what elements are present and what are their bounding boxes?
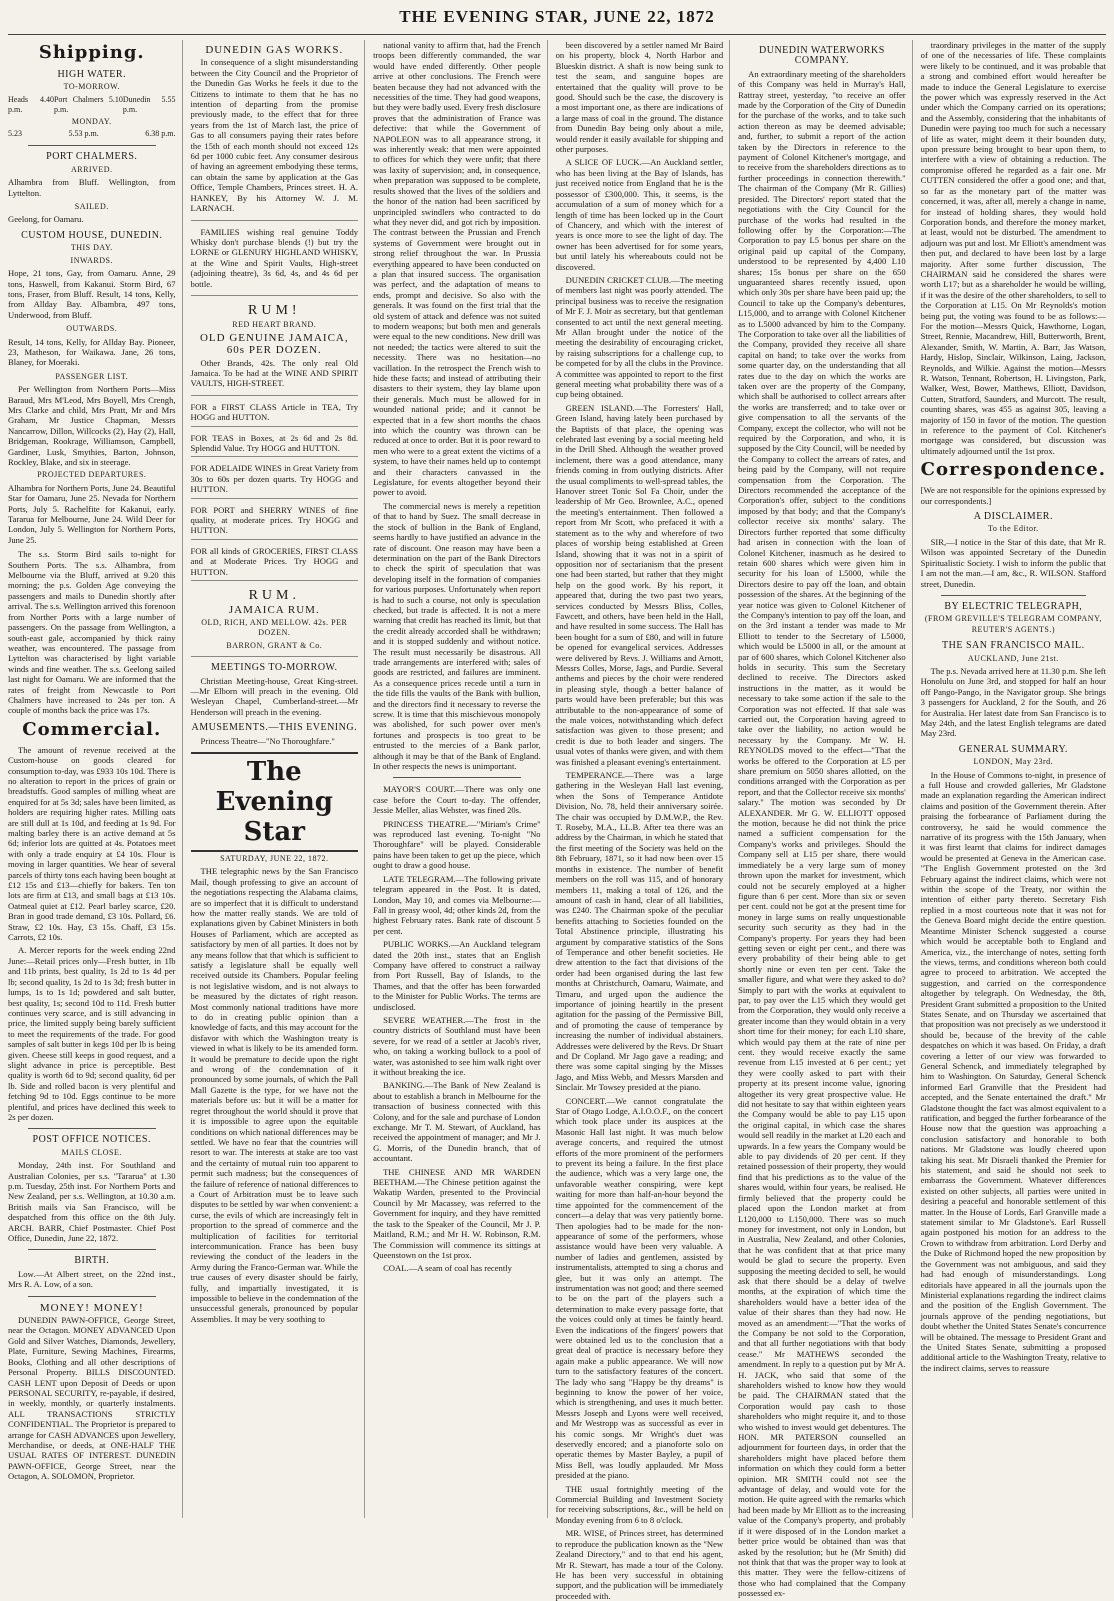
sailings-text: Geelong, for Oamaru. (8, 214, 84, 225)
disclaimer-note: [We are not responsible for the opinions expressed by our correspondents.] (920, 485, 1107, 506)
inwards-text: Hope, 21 tons, Gay, from Oamaru. Anne, 29 tons, Haswell, from Kakanui. Storm Bird, 67 tons, Fraser, from Bluff. Result, 14 tons, Kelly, from Allday Bay. Albambra, 497 tons, Underwood, from Bluff. (8, 268, 176, 320)
news-item: TEMPERANCE.—There was a large gathering in the Wesleyan Hall last evening, when the Sons of Temperance Antidote Division, No. 78, held their anniversary soirée. The chair was occupied by D.M.W.P., the Rev. T. Roseby, M.A., LL.B. After tea there was an address by the Chairman, in which he stated that the first meeting of the Society was held on the 8th February, 1871, so it had now been over 15 months in existence. The number of benefit members on the roll was 115, and of honorary members 11, making a total of 126, and the amount of cash in hand, clear of all liabilities, was £240. The Chairman spoke of the peculiar benefits attaching to Societies founded on the Total Abstinence principle, illustrating his argument by comparative statistics of the Sons of Temperance and other benefit societies. He drew attention to the fact that divisions of the order had been organised during the last few months at Christchurch, Oamaru, Waimate, and Timaru, and urged upon the audience the importance of joining heartily in the present agitation for the passing of the Permissive Bill, and of promoting the cause of temperance by increasing the number of individual abstainers. Addresses were delivered by the Revs. Dr Stuart and Dr Copland. Mr Jago gave a reading; and there was some capital singing by the Misses Jago, and Miss Webb, and Messrs Marsden and Sinclair. Mr Towsey presided at the piano. (555, 770, 724, 1093)
sailed-label: SAILED. (74, 202, 109, 212)
auckland-dateline: AUCKLAND, June 21st. (967, 653, 1059, 663)
waterworks-text: An extraordinary meeting of the shareholders of this Company was held in Murray's Hall, Rattray street, yesterday, "to receive an offer made by the Corporation of the City of Dunedin for the purchase of the works, and to take such action thereon as may be deemed advisable; and, further, to submit a report of the action taken by the Directors in reference to the payment of Colonel Kitchener's mortgage, and to receive from the shareholders directions as to further proceedings in connection therewith." The chairman of the Company (Mr R. Gillies) presided. The Directors' report stated that the negotiations with the City Council for the purchase of the works had resulted in the following offer by the Corporation:—The Corporation to pay L5 bonus per share on the original paid up capital of the Company, understood to be represented by 4,400 L10 shares; 15s bonus per share on the 650 unguaranteed shares recently issued, upon which only 30s per share have been paid up; the Council to take up the Company's debentures, L15,000, and to arrange with Colonel Kitchener as to L5000 advanced by him to the Company. The Corporation to take over all the liabilities of the Company, provided they receive all share capital on hand; to take over the works from some quarter day, on the understanding that all rates due to the day on which the works are taken over are the property of the Company, which shall be authorised to collect arrears after the works are transferred; and to take over or give compensation to all the servants of the Company, except the collector, who will not be required by the Corporation, and who, it is supposed by the City Council, will be needed by the Company to collect the arrears of rates, and being paid by the Company, will not require compensation from the Corporation. The Directors recommended the acceptance of the Corporation's offer, subject to the conditions imposed by that body; and that the Company's collector receive six months' salary. The Directors further reported that some difficulty had arisen in connection with the loan of Colonel Kitchener, inasmuch as he desired to retain 600 shares which were given him in security for his loan of L5000, while the Directors desire to pay off the loan, and obtain possession of the shares. At the beginning of the year notice was given to Colonel Kitchener of the Company's intention to pay off the loan, and on the 3rd instant a tender was made to Mr Elliott to tender to the Secretary of L5000, which would be L5000 in all, or the amount at par of 600 shares, which Colonel Kitchener also holds in security. This sum the Secretary declined to receive. The Directors asked instructions in the matter, as it would be necessary to take some action if the sale to the Corporation was not effected. If that sale was carried out, the Corporation having agreed to take over the liability, no action would be necessary by the Company. Mr W. H. REYNOLDS moved to the effect—"That the works be offered to the Corporation at L5 per share premium on 5050 shares allotted, on the conditions arranged with the Corporation as per report, and that the Collector receive six months' salary." The motion was seconded by Dr ALEXANDER. Mr G. W. ELLIOTT opposed the motion, because he did not think the price named a sufficient compensation for the Company's works and privileges. Should the Company sell at L15 per share, there would immediately be a very large sum of money thrown upon the market for investment, which could not be securely employed at a higher figure than 6 per cent. More than six or seven per cent. could not be got at the present time for money in large sums on really unquestionable security such security as they had in the Company's property. For years they had been getting seven or eight per cent., and there was every probability of their being able to get shortly nine or even ten per cent. Take the smaller figure, and what were they asked to do? Simply to part with the works at equivalent to par, to pay over the L15 which they would get from the Corporation, they would only receive a greater income than they would obtain in a very short time for their money; for each L10 share, which would pay them at the rate of nine per cent. they would receive exactly the same revenue from L15 invested at 6 per cent.; yet they were coolly asked to part with their property at its present income value, ignoring altogether its very great prospective value. He did not hesitate to say that within eighteen years the Company would be able to pay L15 upon the original capital, in which case the shares would sell readily in the market at L20 each and upwards. In a few years the Company would be able to pay dividends of 20 per cent. If they retained possession of their property, they would find that his predictions as to the value of the shares would, within four years, be realised. He firmly believed that the property could be placed upon the London market at from L120,000 to L150,000. There was so much money for investment, not only in London, but in Australia, New Zealand, and other Colonies, that he was confident that at that price many would be glad to secure the property. Even supposing the meeting decided to sell, he would ask that there should be a delay of twelve months, at the expiration of which time the shareholders would have a better idea of the value of their shares than they had now. He moved as an amendment:—"That the works of the Company be not sold to the Corporation, and that all further negotiations with that body cease." Mr MATHEWS seconded the amendment. In reply to a question put by Mr A. H. JACK, who said that some of the shareholders wished to know how they would be paid. The CHAIRMAN stated that the Corporation would pay cash to those shareholders who might require it, and to those who wished to invest would get debentures. The HON. MR PATERSON counselled an adjournment for fourteen days, in order that the shareholders might have placed before them information on which they could form a better opinion. MR SMITH could not see the advantage of delay, and would vote for the motion. He quite agreed with the remarks which had been made by Mr Elliott as to the increasing value of the Company's property, and probably if it were disposed of in the London market a better price would be obtained than was that asked by the resolution; but he (Mr Smith) did not think that that was the proper way to look at this matter. They were the fellow-citizens of those who had complained that the Company possessed ex- (738, 68, 906, 1599)
per-dozen-label: 60s PER DOZEN. (226, 344, 322, 357)
tide-row (8, 129, 176, 139)
section-heading-correspondence: Correspondence. (920, 459, 1107, 481)
outwards-label: OUTWARDS. (66, 324, 118, 334)
to-editor-label: To the Editor. (988, 524, 1039, 534)
divider (941, 595, 1086, 596)
commercial-text: The amount of revenue received at the Custom-house on goods cleared for consumption to-day, was £933 10s 10d. There is no alteration to report in the prices of grain or breadstuffs. Good samples of milling wheat are enquired for at 5s 3d; sales have been limited, as holders are requiring higher rates. Milling oats are still dull at 1s 10d, and feeding at 1s 9d. For malting barley there is an active demand at 5s 6d; inferior lots are quitted at 4s. Potatoes meet with only a trade enquiry at £4 10s. Flour is moving in larger quantities. We hear of several parcels of thirty tons each having been bought at £12 15s and £13—chiefly for bakers. Ten ton lots are firm at £13, and small bags at £13 10s. Oatmeal quiet at £12. Pearl barley scarce, £20. Bran in good trade demand, £3 10s. Pollard, £6. Straw, £2 10s. Hay, £3 15s. Chaff, £3 15s. Carrots, £2 10s. (8, 744, 176, 943)
gas-works-title: DUNEDIN GAS WORKS. (205, 44, 344, 56)
column-editorial (373, 40, 548, 1518)
projected-label: PROJECTED DEPARTURES. (37, 470, 147, 480)
letter-text: SIR,—I notice in the Star of this date, that Mr R. Wilson was appointed Secretary of the Dunedin Spiritualistic Society. I wish to inform the public that I am not the man.—I am, &c., R. WILSON. Stafford street, Dunedin. (920, 536, 1107, 589)
news-item: CONCERT.—We cannot congratulate the Star of Otago Lodge, A.I.O.O.F., on the concert which took place under its auspices at the Masonic Hall last night. It was much below average concerts, and required the utmost efforts of the more prominent of the performers to prevent its being a failure. In the first place the audience, which was a very large one, the unfavorable weather conspiring, were kept waiting for more than half-an-hour beyond the time appointed for the commencement of the concert—a delay that was very patiently borne. Then apologies had to be made for the non-appearance of some of the performers, whose assistance would have been very valuable. A number of ladies and gentlemen, assisted by instrumentalists, attempted to sing a chorus and glee, but it was only an attempt. The instrumentation was not good; and there seemed to be on the part of the players such a determination to make every passage forte, that the voices could only at times be faintly heard. Even the indications of the fingers' powers that were obtained led us to the conclusion that a great deal of practice is necessary before they again make a public appearance. We will now turn to the satisfactory features of the concert. The lady who sang "Happy be thy dreams" is beginning to know the power of her voice, which is strengthening, and uses it much better. Messrs Joseph and Lyons were well received, and Mr Westropp was as successful as ever in his comic songs. Mr Wright's duet was deservedly encored; and a pianoforte solo on operatic themes by Master Bayley, a pupil of Miss Bell, was loudly applauded. Mr Moss presided at the piano. (555, 1095, 724, 1481)
divider (393, 777, 521, 778)
news-item: A SLICE OF LUCK.—An Auckland settler, who has been living at the Bay of Islands, has just received notice from England that he is the possessor of £300,000. This, it seems, is the accumulation of a sum of money which for a length of time has been locked up in the Court of Chancery, and which with the interest of years is once more to see the light of day. The owner has been advertised for for some years, but until lately his whereabouts could not be discovered. (555, 157, 724, 272)
columns (8, 40, 1107, 1601)
hogg-ad (191, 543, 359, 581)
hogg-ad-text: FOR a FIRST CLASS Article in TEA, Try HOGG and HUTTON. (190, 401, 359, 423)
rum-heading: RUM! (248, 302, 301, 318)
tide-cell: Dunedin 5.55 p.m. (122, 94, 176, 115)
evening-star-title: The Evening Star (191, 752, 359, 852)
news-item: GREEN ISLAND.—The Forresters' Hall, Green Island, having lately been purchased by the Baptists of that place, the opening was celebrated last evening by a social meeting held in the Drill Shed. Although the weather proved inclement, there was a good attendance, many friends coming in from outlying districts. After the usual compliments to well-spread tables, the Hanover street Tonic Sol Fa Choir, under the leadership of Mr Geo. Brownlee, A.C., opened the meeting's entertainment. Then followed a report from Mr Scott, who prefaced it with a statement as to the why and wherefore of two places of worship being established at Green Island, showing that it was not in a spirit of opposition nor of sectarianism that the present one had been started, but rather that they might help on the good work. By his report, it appeared that, during the two past two years, services conducted by Messrs Bliss, Colles, Fawcett, and others, have been held in the Hall, and have resulted in some success. The Hall has been bought for a sum of £80, and will in future be opened for evangelical services. Addresses were delivered by Revs. J. Williams and Arnott, Messrs Colles, Morse, Jags, and Purdie. Several anthems and pieces by the choir were rendered in pleasing style, though a better balance of parts would have been preferable; but this was attributable to the non-appearance of some of the male voices, notwithstanding which defect satisfaction was given to those present; and credit is due to both leader and singers. The usual votes of thanks were given, and with them was finished a pleasant evening's entertainment. (555, 402, 724, 767)
red-heart-label: RED HEART BRAND. (232, 320, 317, 330)
monday-label: MONDAY. (71, 116, 112, 126)
editorial-text: THE telegraphic news by the San Francisco Mail, though professing to give an account of the negotiations respecting the Alabama claims, are so imperfect that it is difficult to understand how the matter really stands. We are told of explanations given by Cabinet Ministers in both Houses of Parliament, which are accepted as satisfactory by men of all parties. It does not by any means follow that that which is sufficient to satisfy a legislature shall be equally well received outside its Chambers. Popular feeling is not legislative wisdom, and is not always to be measured by the dictates of right reason. Most commonly national traditions have more to do in creating public opinion than a knowledge of facts, and this may account for the disfavor with which the Washington treaty is viewed in what is likely to be its amended form. It would be premature to decide upon the right and wrong of the condemnation of it pronounced by some journals, of which the Pall Mall Gazette is the type, for we have not the materials before us: but it will be a matter for regret throughout the world should it prove that it is impossible to agree upon the equitable conditions on which national differences may be settled. We have no fear that the countries will resort to war. The interests at stake are too vast and the certainty of mutual ruin too apparent to permit such madness; but the consequences of the failure of reference of national differences to a Court of Arbitration must be to leave such disputes to be settled by war when convenient: a curse, the evils of which are increasingly felt in proportion to the spread of commerce and the multiplication of facilities for territorial intercommunication. France has been busy reviewing the conduct of the leaders in the Army during the Franco-German war. While the true causes of every disaster should be fairly, fully, and impartially investigated, it is impossible to believe in the condemnation of the unsuccessful generals, pronounced by popular Assemblies. It may be very soothing to (190, 866, 359, 1324)
news-item: THE CHINESE AND MR WARDEN BEETHAM.—The Chinese petition against the Wakatip Warden, presented to the Provincial Council by Mr Macassey, was referred to the Government for inquiry, and they have remitted the task to the Speaker of the Council, Mr J. P. Maitland, R.M.; and Mr H. W. Robinson, R.M. The Commission will commence its sittings at Queenstown on the 1st prox. (373, 1166, 541, 1260)
news-item: COAL.—A seam of coal has recently (383, 1263, 512, 1274)
whisky-text: FAMILIES wishing real genuine Toddy Whisky don't purchase blends (!) but try the LORNE or GLENURY HIGHLAND WHISKY, at the Wine and Spirit Vaults, High-street (adjoining theatre), 3s 6d, 4s, and 4s 6d per bottle. (190, 226, 359, 289)
divider (28, 145, 156, 146)
projected-text: Alhambra for Northern Ports, June 24. Beautiful Star for Oamaru, June 25. Nevada for Northern Ports, July 5. Rachelfite for Kakanui, early. Tararua for Melbourne, June 24. Wild Deer for London, July 5. Wellington for Northern Ports, June 25. (8, 482, 176, 545)
tide-cell: 5.53 p.m. (68, 129, 99, 139)
editorial-continued: national vanity to affirm that, had the French troops been differently commanded, the war would have ended differently. Other people arrive at other conclusions. The French were beaten because they had not advanced with the necessities of the time. They had good weapons, but they were badly used. Every fresh disclosure proves that the administration of France was defective: that while the Government of NAPOLEON was to all appearance strong, it was inherently weak: that men were appointed to offices for which they were unfit; that there was laxity of supervision; and, in consequence, when preparation was supposed to be complete, results showed that the lives of the soldiers and the honor of the nation had been sacrificed by unprincipled swindlers who contracted to do what they never did, and got rich by imposition. The contrast between the Prussian and French systems of Government were brought out in strong relief throughout the war. In Prussia everything appeared to have been conducted on a plan that insured success. The organisation was perfect, and the adaptation of means to ends, prompt and decisive. So also with the generals. It was found on the first trial that the old system of attack and defence was not suited to modern weapons; but both men and generals were equal to the new conditions. New drill was not needed; the tactics were altered to suit the necessity. There was no hesitation—no vacillation. In the retrospect the French wish to hide these facts; and instead of attributing their disasters to their system, they lay blame upon their generals. Much must be allowed for in wounded national pride; and it cannot be expected that in a few short months the chaos into which the country was thrown can be reduced at once to order. But it is poor reward to men who were to a great extent the victims of a system, to have their names held up to contempt and their characters canvassed in the Legislature, for events altogether beyond their power to avoid. (373, 40, 541, 498)
divider (28, 1296, 156, 1297)
arrivals-text: Alhambra from Bluff. Wellington, from Lyttelton. (8, 177, 176, 198)
meetings-text: Christian Meeting-house, Great King-street.—Mr Elborn will preach in the evening. Old Wesleyan Chapel, Cumberland-street.—Mr Henderson will preach in the evening. (190, 675, 359, 717)
news-item: THE usual fortnightly meeting of the Commercial Building and Investment Society for receiving subscriptions, &c., will be held on Monday evening from 6 to 8 o'clock. (555, 1483, 724, 1525)
high-water-heading: HIGH WATER. (57, 69, 127, 80)
tide-cell: 5.23 (8, 129, 22, 139)
passenger-text: Per Wellington from Northern Ports—Miss Baraud, Mrs M'Leod, Mrs Boyell, Mrs Crengh, Mrs Clarke and child, Mrs Pratt, Mr and Mrs Graham, Mr Justice Chapman, Messrs Nancarrow, Dillon, Willcocks (2), Hay (2), Hall, Bridgeman, Rookrage, Williamson, Campbell, Gardiner, Lusk, Smythies, Barton, Johnson, Rockley, Blake, and six in steerage. (8, 384, 176, 467)
hogg-ad-text: FOR all kinds of GROCERIES, FIRST CLASS and at Moderate Prices. Try HOGG and HUTTON. (190, 545, 359, 577)
post-office-text: Monday, 24th inst. For Southland and Australian Colonies, per s.s. "Tararua" at 1.30 p.m. Tuesday, 25th inst. For Northern Ports and New Zealand, per s.s. Wellington, at 10.30 a.m. British mails via San Francisco, will be despatched from this office on the 8th July. ARCH. BARR, Chief Postmaster. Chief Post Office, Dunedin, June 22, 1872. (8, 1160, 176, 1244)
tide-cell: 6.38 p.m. (145, 129, 176, 139)
news-item: been discovered by a settler named Mr Baird on his property, block 4, North Harbor and Blueskin district. A shaft is now being sunk to test the seam, and sanguine hopes are entertained that the quality will prove to be good. Should such be the case, the discovery is a most important one, as there are indications of a large mass of coal in the ground. The distance from Dunedin Bay being only about a mile, would render it easily available for shipping and other purposes. (555, 40, 724, 155)
jamaica-heading: OLD GENUINE JAMAICA, (199, 331, 349, 344)
mercer-report-text: A. Mercer reports for the week ending 22nd June:—Retail prices only—Fresh butter, in 1lb and 11b prints, best quality, 1s 2d to 1s 4d per lb; second quality, 1s 2d to 1s 3d; fresh butter in lumps, 1s to 1s 1d; powdered and salt butter, best quality, 1s; second 10d to 11d. Fresh butter continues very scarce, and is still advancing in price, the limited supply being barely sufficient to meet the requirements of the trade. For good samples of salt butter in kegs 10d per lb is being given. Cheese still keeps in good request, and a slight advance in price is perceptible. Best quality is worth 6d to 9d; second quality, 6d per lb. Side and rolled bacon is very plentiful and fetching 9d to 10d. Eggs continue to be more plentiful, and prices have declined this week to 2s per dozen. (8, 945, 176, 1122)
money-ad-text: DUNEDIN PAWN-OFFICE, George Street, near the Octagon. MONEY ADVANCED Upon Gold and Silver Watches, Diamonds, Jewellery, Plate, Furniture, Sewing Machines, Firearms, Books, Clothing and all other descriptions of Personal Property. BILLS DISCOUNTED. CASH LENT upon Deposit of Deeds or upon PERSONAL SECURITY, re-payable, if desired, in weekly, monthly, or quarterly instalments. ALL TRANSACTIONS STRICTLY CONFIDENTIAL. The Proprietor is prepared to arrange for CASH ADVANCES upon Jewellery, Merchandise, or deeds, at ONE-HALF THE USUAL RATES OF INTEREST. DUNEDIN PAWN-OFFICE, George Street, near the Octagon, A. SOLOMON, Proprietor. (8, 1315, 176, 1482)
tide-cell: Port Chalmers 5.10 p.m. (53, 94, 123, 115)
divider (28, 1249, 156, 1250)
mellow-label: OLD, RICH, AND MELLOW. 42s. PER DOZEN. (201, 617, 348, 638)
customs-heading: CUSTOM HOUSE, DUNEDIN. (21, 229, 163, 241)
jamaica-rum-heading: JAMAICA RUM. (228, 604, 320, 617)
news-item: MR. WISE, of Princes street, has determined to reproduce the publication known as the "New Zealand Directory," and to that end his agent, Mr R. Stewart, has made a tour of the Colony. He has been very successful in obtaining support, and the publication will be immediately proceeded with. (555, 1528, 724, 1601)
waterworks-heading: DUNEDIN WATERWORKS COMPANY. (759, 45, 885, 67)
section-heading-commercial: Commercial. (22, 718, 162, 740)
hogg-ad (191, 430, 359, 458)
tide-cell: Heads 4.40 p.m. (8, 94, 54, 115)
amusements-text: Princess Theatre—"No Thoroughfare." (200, 735, 335, 746)
edition-date: SATURDAY, JUNE 22, 1872. (220, 853, 329, 863)
section-heading-shipping: Shipping. (38, 42, 145, 63)
news-item: PUBLIC WORKS.—An Auckland telegram dated the 20th inst., states that an English Company have offered to construct a railway from Port Russell, Bay of Islands, to the Thames, and that the offer has been forwarded to the Minister for Public Works. The terms are undisclosed. (373, 939, 541, 1012)
this-day-label: THIS DAY. (70, 243, 113, 253)
summary-text: In the House of Commons to-night, in presence of a full House and crowded galleries, Mr Gladstone made an explanation regarding the American indirect claims and position of the Government therein. After praising the forbearance of Parliament during the controversy, he said he would commence the narrative of its progress with the 15th January, when it was first learnt that claims for indirect damages would be presented at Geneva in the American case. "The English Government protested on the 3rd February against the indirect claims, which were not within the scope of the Treaty, nor within the intention of either party thereto. Secretary Fish replied in a most courteous note that it was not for the Geneva Board might decide the entire question. Meantime Minister Schenck suggested a course which would be acceptable both to England and America, viz., the interchange of notes, setting forth the views, terms, and conditions whereon both could agree to proceed to arbitration. We accepted the suggestion, and carried on the correspondence altogether by telegraph. On Wednesday, the 8th, President Grant submitted a proposition to the United States Senate, and on Thursday we ascertained that that proposition was not precisely as we understood it should be, because of the brevity of the cable despatches on which it was based. On Friday, a draft covering a letter of our view was forwarded to General Schenck, and immediately telegraphed by him to Washington. On Saturday, General Schenck informed Earl Granville that the President had accepted, and the Senate entertained the draft." Mr Gladstone thought the fact was almost equivalent to a ratification, and begged the further forbearance of the House now that the question was approaching a conclusion satisfactory and honorable to both nations. Mr Gladstone was loudly cheered upon taking his seat. Mr Disraeli thanked the Premier for his statement, and said he should not seek to embarrass the Government. Whatever differences existed on other subjects, all parties were united in desiring a peaceful and honorable settlement of this matter. In the House of Lords, Earl Granville made a statement similar to Mr Gladstone's. Earl Russell again postponed his motion for an address to the Crown to withdraw from arbitration. Lord Derby and the Duke of Richmond hoped the new proposition by the Government was not ambiguous, and said they had had enough of misunderstandings. Long editorials have appeared in all the journals upon the Ministerial explanations regarding the indirect claims and the position of the English Government. The journals approve of the pending negotiations, but doubt whether the United States Senate's concurrence will be obtained. The message to President Grant and the United States Senate, submitting a proposed additional article to the Washington Treaty, relative to the indirect claims, serves to reassure (920, 769, 1107, 1373)
port-heading: PORT CHALMERS. (46, 151, 138, 163)
rum2-heading: RUM. (248, 588, 300, 604)
news-item: DUNEDIN CRICKET CLUB.—The meeting of members last night was poorly attended. The principal business was to receive the resignation of Mr F. J. Moir as secretary, but that gentleman consented to act until the next general meeting. Mr Allan brought under the notice of the meeting the desirability of encouraging cricket, by raising subscriptions for a challenge cup, to be competed for by all the clubs in the Province. A committee was appointed to report to the first general meeting what probability there was of a cup being obtained. (555, 274, 724, 400)
column-local-news (555, 40, 731, 1601)
news-item: MAYOR'S COURT.—There was only one case before the Court to-day. The offender, Jessie Meller, alias Webster, was fined 20s. (373, 784, 541, 816)
news-item: LATE TELEGRAM.—The following private telegram appeared in the Post. It is dated, London, May 10, and comes via Melbourne:—Fall in greasy wool, 4d; other kinds 2d, from the highest February rates. Bank rate of discount 5 per cent. (373, 873, 541, 936)
column-shipping (8, 40, 183, 1518)
meetings-heading: MEETINGS TO-MORROW. (211, 662, 338, 674)
telegraph-heading: BY ELECTRIC TELEGRAPH, (944, 600, 1083, 612)
mail-text: The p.s. Nevada arrived here at 11.30 p.m. She left Honolulu on June 3rd, and stopped for half an hour off Pango-Pango, in the Navigator group. She brings 3 passengers for Auckland, 2 for the South, and 26 for Australia. Her latest date from San Francisco is to May 24th, and the latest English telegrams are dated May 23rd. (920, 665, 1107, 739)
news-item: PRINCESS THEATRE.—"Miriam's Crime" was reproduced last evening. To-night "No Thoroughfare" will be played. Considerable pains have been taken to get up the piece, which ought to draw a good house. (373, 818, 541, 871)
tomorrow-label: TO-MORROW. (63, 82, 120, 92)
telegraph-source: (FROM GREVILLE'S TELEGRAM COMPANY, REUTER'S AGENTS.) (924, 614, 1102, 634)
hogg-ad-text: FOR TEAS in Boxes, at 2s 6d and 2s 8d. Splendid Value. Try HOGG and HUTTON. (190, 432, 359, 453)
column-waterworks (738, 40, 913, 1599)
whisky-ad (191, 224, 359, 296)
hogg-ad (191, 502, 359, 540)
hogg-ad (191, 460, 359, 498)
hogg-ad (191, 399, 359, 427)
tide-row (8, 95, 176, 116)
commercial-news: The commercial news is merely a repetition of that to hand by Suez. The small decrease in the stock of bullion in the Bank of England, seems hardly to have justified an advance in the rate of discount. One reason may have been a determination on the part of the Bank Directors to check the spirit of speculation that was developing itself in the formation of companies for various purposes. Unfortunately when report is had to such a course, not only is speculation checked, but trade is affected. It is not a mere warning that credit has reached its limit, but that the credit already accorded shall be withdrawn; and it is stopped suddenly and without notice. The result must necessarily be disastrous. All trade arrangements are interfered with; sales of goods are restricted, and failures are imminent. As a consequence prices recede until a turn in the tide fills the vaults of the Bank with bullion, and the directors find it necessary to reverse the screw. It is time that this mischievous monopoly was abolished, for such power over men's fortunes and prospects is too great to be entrusted to the mercies of a Bank parlor, although it may be that of the Bank of England. In other respects the news is unimportant. (373, 500, 541, 772)
post-office-heading: POST OFFICE NOTICES. (32, 1134, 151, 1146)
column-telegraph (921, 40, 1106, 1518)
rum-ad (191, 299, 359, 396)
general-summary-heading: GENERAL SUMMARY. (958, 743, 1068, 755)
news-item: BANKING.—The Bank of New Zealand is about to establish a branch in Melbourne for the transaction of business connected with this Colony, and for the sale and purchase of London exchange. Mr T. M. Stewart, of Auckland, has received the appointment of manager; and Mr J. G. Morris, of the Dunedin branch, that of accountant. (373, 1080, 541, 1164)
waterworks-continued: traordinary privileges in the matter of the supply of one of the necessaries of life. These complaints were likely to be continued, and it was probable that a strong and combined effort would hereafter be made to induce the General Legislature to exercise the power which was expressly reserved in the Act under which the Company carried on its operations; and the Assembly, considering that the inhabitants of Dunedin were paying too much for such a necessary of life as water, might deem it their bounden duty, upon pressure being brought to bear upon them, to interfere with a view of obtaining a reduction. The compromise offered he regarded as a fair one. Mr CUTTEN considered the offer a good one; and that, so far as the monetary part of the matter was concerned, it was, after all, merely a change in name, for instead of holding shares, they would hold Corporation bonds, and therefore the money market, at least, would not be disturbed. The amendment to adjourn was put and lost. Mr Elliott's amendment was then put, and declared to have been lost by a large majority. After some further discussion, The CHAIRMAN said he considered the shares were worth L17; but as a shareholder he would be willing, if it was the desire of the other shareholders, to sell to the Corporation at L15. On Mr Reynolds's motion being put, the voting was found to be as follows:— For the motion—Messrs Quick, Hawthorne, Logan, Street, Rennie, Macandrew, Hill, Butterworth, Brent, Alexander, Smith, W. Martin, A. Barr, Jas Watson, Hardy, Hislop, Sinclair, Wilkinson, Laing, Jackson, Reynolds, and Wilkie. Against the motion—Messrs R. Watson, Tennant, Robertson, H. Livingston, Park, Walker, West, Bower, Matthews, Elliott, Davidson, Cutten, Stratford, Saunders, and Murcott. The result, counting shares, was 455 as against 305, leaving a majority of 150 in favor of the motion. The question in reference to the payment of Col. Kitchener's mortgage was considered, but discussion was ultimately adjourned until the 1st prox. (920, 40, 1107, 456)
outwards-text: Result, 14 tons, Kelly, for Allday Bay. Pioneer, 23, Matheson, for Waikawa. Jane, 26 tons, Blaney, for Moeraki. (8, 336, 176, 368)
column-advertisements (191, 40, 366, 1518)
birth-text: Low.—At Albert street, on the 22nd inst., Mrs R. A. Low, of a son. (8, 1268, 176, 1290)
birth-heading: BIRTH. (74, 1255, 110, 1267)
disclaimer-heading: A DISCLAIMER. (973, 511, 1053, 523)
divider (28, 1128, 156, 1129)
money-ad-title: MONEY! MONEY! (39, 1301, 144, 1314)
barron-label: BARRON, GRANT & Co. (226, 640, 323, 650)
gas-works-text: In consequence of a slight misunderstanding between the City Council and the Proprietor of the Dunedin Gas Works he feels it due to the Citizens to intimate to them that he has no intention of departing from the promise previously made, to the effect that for three years from the 1st of March last, the price of Gas to all consumers paying their rates before the 15th of each month should not exceed 12s 6d per 1000 cubic feet. Any consumer desirous of having an agreement embodying these terms, can obtain the same by application at the Gas Office, Temple Chambers, Princes street. H. A. HANKEY, By his Attorney W. J. M. LARNACH. (190, 57, 359, 214)
news-item: SEVERE WEATHER.—The frost in the country districts of Southland must have been severe, for we read of a settler at Jacob's river, who, on taking a working bullock to a pool of water, was astonished to see him walk right over it without breaking the ice. (373, 1014, 541, 1077)
hogg-ad-text: FOR PORT and SHERRY WINES of fine quality, at moderate prices. Try HOGG and HUTTON. (190, 504, 359, 536)
inwards-label: INWARDS. (70, 255, 113, 265)
shipping-news-text: The s.s. Storm Bird sails to-night for Southern Ports. The s.s. Alhambra, from Melbourne via the Bluff, arrived at 9.20 this morning; the p.s. Golden Age conveying the passengers and mails to Dunedin shortly after arrival. The s.s. Wellington arrived this forenoon from Norther Ports with a large number of passengers. On the passage from Wellington, a south-east gale, accompanied by thick rainy weather, was encountered. The passage from Lyttelton was characterised by light variable winds and fine weather. The s.s. Geelong sailed last night for Oamaru. We are informed that the rates of freight from Newcastle to Port Chalmers have increased to 24s per ton. A couple of months back the price was 17s. (8, 549, 176, 716)
jamaica-rum-ad (191, 584, 359, 657)
amusements-heading: AMUSEMENTS.—THIS EVENING. (191, 722, 358, 734)
sf-mail-heading: THE SAN FRANCISCO MAIL. (942, 640, 1085, 652)
passenger-label: PASSENGER LIST. (55, 371, 129, 381)
masthead: THE EVENING STAR, JUNE 22, 1872 (8, 0, 1106, 35)
rum-text: Other Brands, 42s. The only real Old Jamaica. To be had at the WINE AND SPIRIT VAULTS, HIGH-STREET. (190, 357, 359, 389)
london-dateline: LONDON, May 23rd. (973, 757, 1054, 767)
arrived-label: ARRIVED. (70, 164, 113, 174)
mails-close-label: MAILS CLOSE. (61, 1147, 122, 1157)
gas-works-ad (191, 40, 359, 221)
hogg-ad-text: FOR ADELAIDE WINES in Great Variety from 30s to 60s per dozen quarts. Try HOGG and HUTTON. (190, 463, 359, 495)
